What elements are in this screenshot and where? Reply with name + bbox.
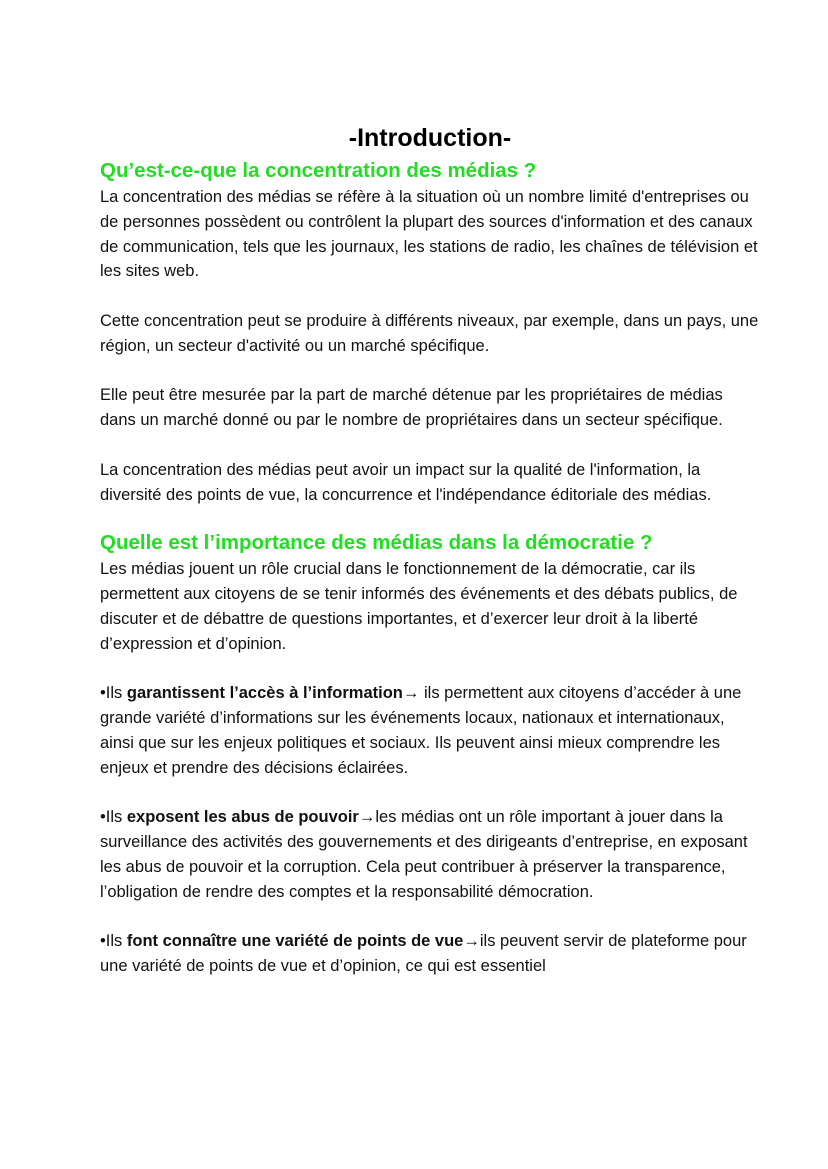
bullet-text: les médias ont un rôle important à jouer dans la surveillance des activités des gouvernements et des dirigeants d’entreprise, en exposant les abus de pouvoir et la corruption. Cela peut contribuer à préserver la transparence, l’obligation de rendre des comptes et la responsabilité démocration. [100, 808, 748, 901]
bullet-text: ils permettent aux citoyens d’accéder à une grande variété d’informations sur les événements locaux, nationaux et internationaux, ainsi que sur les enjeux politiques et sociaux. Ils peuvent ainsi mieux comprendre les enjeux et prendre des décisions éclairées. [100, 684, 742, 777]
bullet-prefix: •Ils [100, 932, 127, 951]
arrow-glyph: → [402, 684, 424, 703]
bullet-item [100, 805, 760, 904]
paragraph: Cette concentration peut se produire à différents niveaux, par exemple, dans un pays, une région, un secteur d'activité ou un marché spécifique. [100, 311, 759, 355]
bullet-text: ils peuvent servir de plateforme pour une variété de points de vue et d’opinion, ce qui est essentiel [100, 932, 747, 976]
paragraph: Les médias jouent un rôle crucial dans le fonctionnement de la démocratie, car ils permettent aux citoyens de se tenir informés des événements et des débats publics, de discuter et de débattre de questions importantes, et d’exercer leur droit à la liberté d’expression et d’opinion. [100, 560, 738, 653]
bullet-bold: font connaître une variété de points de vue [126, 932, 464, 951]
arrow-glyph: → [463, 932, 480, 951]
bullet-bold: exposent les abus de pouvoir [126, 808, 359, 827]
bullet-prefix: •Ils [100, 684, 127, 703]
bullet-item [100, 681, 760, 780]
bullet-item [100, 929, 760, 979]
paragraph: La concentration des médias se réfère à la situation où un nombre limité d'entreprises ou de personnes possèdent ou contrôlent la plupart des sources d'information et des canaux de communication, tels que les journaux, les stations de radio, les chaînes de télévision et les sites web. [100, 188, 758, 281]
paragraph: Elle peut être mesurée par la part de marché détenue par les propriétaires de médias dans un marché donné ou par le nombre de propriétaires dans un secteur spécifique. [100, 386, 723, 430]
section-heading-concentration: Qu’est-ce-que la concentration des médias ? [100, 159, 537, 182]
document-page [100, 122, 760, 979]
arrow-glyph: → [358, 808, 376, 827]
page-title: -Introduction- [348, 124, 512, 152]
bullet-prefix: •Ils [100, 808, 127, 827]
paragraph: La concentration des médias peut avoir un impact sur la qualité de l'information, la diversité des points de vue, la concurrence et l'indépendance éditoriale des médias. [100, 460, 712, 504]
section-heading-democratie: Quelle est l’importance des médias dans la démocratie ? [100, 531, 653, 555]
bullet-bold: garantissent l’accès à l’information [126, 684, 403, 703]
